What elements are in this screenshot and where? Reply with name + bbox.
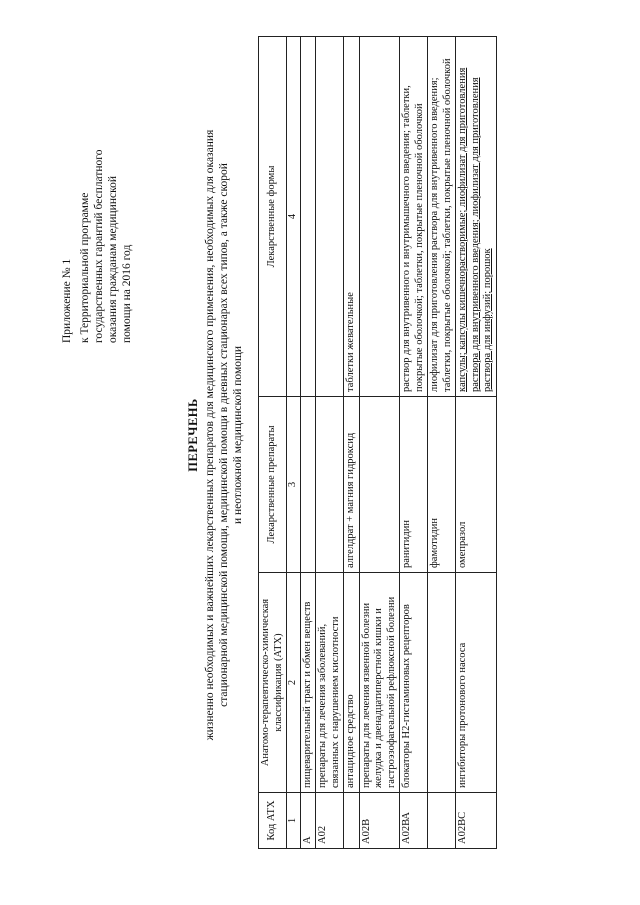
title-line: стационарной медицинской помощи, медицинской помощи в дневных стационарах всех типов, а также скорой [218, 163, 230, 707]
cell-forms: таблетки жевательные [344, 37, 360, 397]
cell-preparation: алгелдрат + магния гидроксид [344, 397, 360, 573]
cell-preparation [300, 397, 316, 573]
title-line: и неотложной медицинской помощи [232, 346, 244, 525]
header-classification: Анатомо-терапевтическо-химическая классификация (АТХ) [259, 573, 287, 793]
column-number: 3 [287, 397, 301, 573]
table-row [359, 37, 400, 849]
header-forms: Лекарственные формы [259, 37, 287, 397]
appendix-number: Приложение № 1 [61, 258, 73, 343]
document-title [186, 35, 245, 835]
cell-forms [316, 37, 344, 397]
cell-code: А02 [316, 793, 344, 849]
table-row [428, 37, 456, 849]
title-line: жизненно необходимых и важнейших лекарственных препаратов для медицинского применения, необходимых для оказания [204, 129, 216, 741]
cell-preparation: омепразол [456, 397, 497, 573]
cell-code: А02ВС [456, 793, 497, 849]
column-number: 4 [287, 37, 301, 397]
table-row [400, 37, 428, 849]
cell-classification: ингибиторы протонового насоса [456, 573, 497, 793]
cell-forms: капсулы; капсулы кишечнорастворимые; лиофилизат для приготовления раствора для внутривенного введения; лиофилизат для приготовления раствора для инфузий; порошок [456, 37, 497, 397]
cell-classification: пищеварительный тракт и обмен веществ [300, 573, 316, 793]
appendix-line: оказания гражданам медицинской [107, 176, 119, 343]
cell-code [344, 793, 360, 849]
cell-forms [300, 37, 316, 397]
cell-code: А [300, 793, 316, 849]
appendix-line: к Территориальной программе [79, 192, 91, 343]
cell-classification: антацидное средство [344, 573, 360, 793]
table-row [316, 37, 344, 849]
header-code: Код АТХ [259, 793, 287, 849]
cell-forms: раствор для внутривенного и внутримышечного введения; таблетки, покрытые оболочкой; таблетки, покрытые пленочной оболочкой [400, 37, 428, 397]
appendix-line: помощи на 2016 год [121, 244, 133, 343]
cell-preparation: фамотидин [428, 397, 456, 573]
table-header-row [259, 37, 287, 849]
cell-code: А02ВА [400, 793, 428, 849]
drug-table [258, 36, 497, 849]
cell-classification [428, 573, 456, 793]
column-number: 2 [287, 573, 301, 793]
cell-preparation: ранитидин [400, 397, 428, 573]
cell-preparation [359, 397, 400, 573]
cell-preparation [316, 397, 344, 573]
header-preparations: Лекарственные препараты [259, 397, 287, 573]
cell-classification: блокаторы Н2-гистаминовых рецепторов [400, 573, 428, 793]
table-row [300, 37, 316, 849]
cell-classification: препараты для лечения язвенной болезни желудка и двенадцатиперстной кишки и гастроэзофагеальной рефлюксной болезни [359, 573, 400, 793]
cell-code: А02В [359, 793, 400, 849]
cell-forms [359, 37, 400, 397]
cell-forms: лиофилизат для приготовления раствора для внутривенного введения; таблетки, покрытые оболочкой; таблетки, покрытые пленочной оболочкой [428, 37, 456, 397]
title-heading: ПЕРЕЧЕНЬ [186, 398, 200, 472]
appendix-block [60, 113, 134, 343]
table-row [456, 37, 497, 849]
cell-code [428, 793, 456, 849]
column-number-row [287, 37, 301, 849]
column-number: 1 [287, 793, 301, 849]
appendix-line: государственных гарантий бесплатного [93, 149, 105, 343]
table-row [344, 37, 360, 849]
cell-classification: препараты для лечения заболеваний, связанных с нарушением кислотности [316, 573, 344, 793]
